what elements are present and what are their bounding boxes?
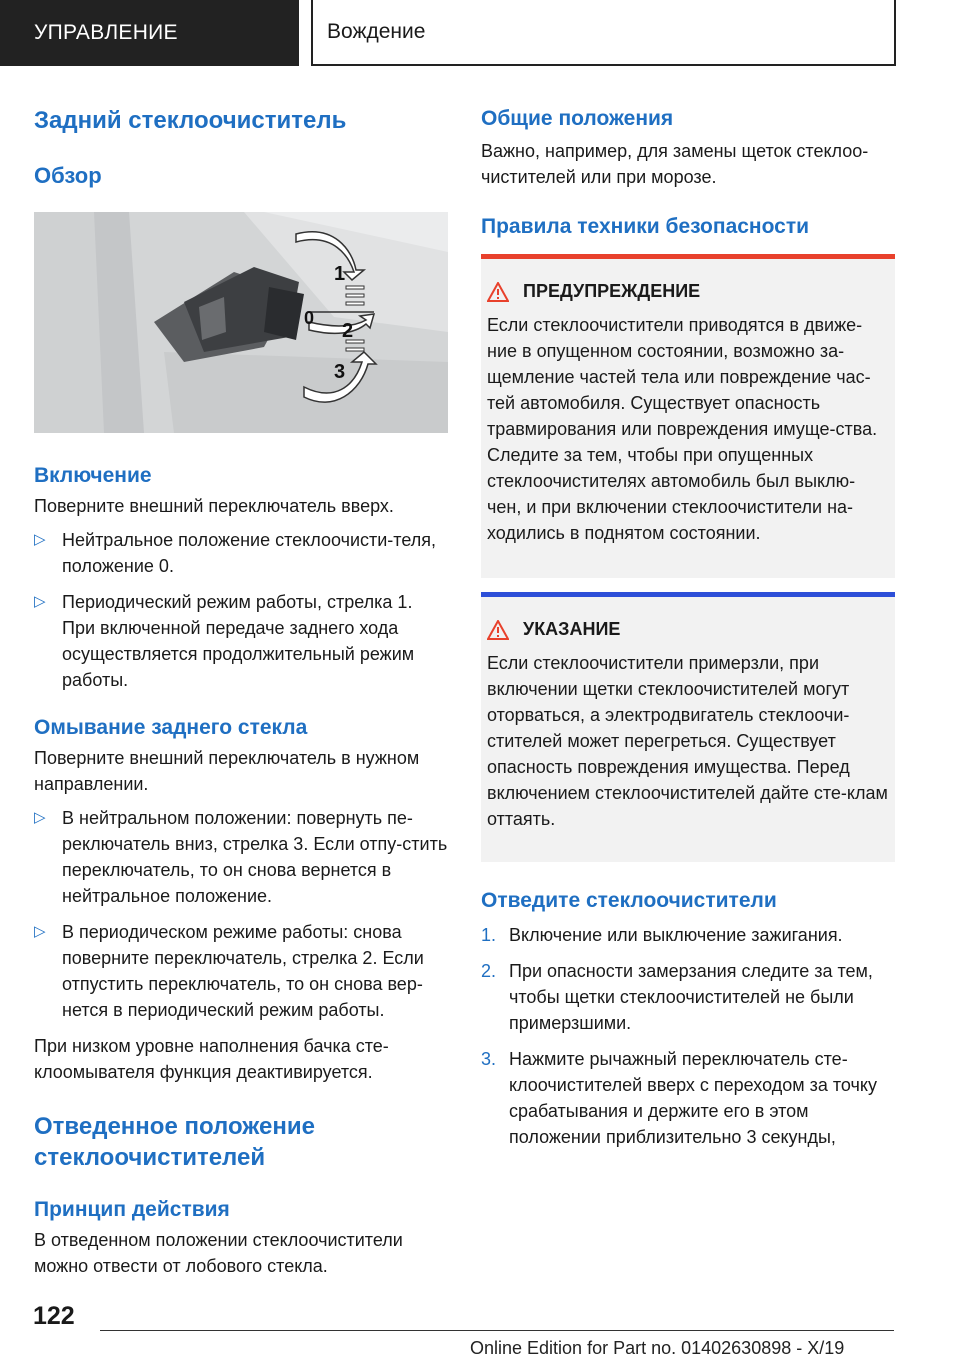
triangle-bullet-icon: ▷ — [34, 809, 46, 826]
notice-box — [481, 592, 895, 862]
general-heading: Общие положения — [481, 107, 674, 130]
safety-heading: Правила техники безопасности — [481, 215, 810, 238]
list-item — [34, 919, 448, 1023]
list-item — [34, 527, 448, 579]
arrow-label-1: 1 — [334, 263, 346, 285]
enable-text: Поверните внешний переключатель вверх. — [34, 496, 394, 516]
enable-list — [34, 527, 448, 693]
step-text: Включение или выключение зажигания. — [509, 925, 843, 945]
wash-list — [34, 805, 448, 1023]
wash-text: Поверните внешний переключатель в нужном направлении. — [34, 748, 420, 794]
wiper-switch-figure — [34, 212, 448, 433]
list-item — [34, 589, 448, 693]
warning-triangle-icon — [487, 282, 509, 302]
retract-section-heading: Отведенное положение стеклоочистителей — [34, 1113, 315, 1171]
wash-heading: Омывание заднего стекла — [34, 716, 308, 739]
list-item-text: Периодический режим работы, стрелка 1. При включенной передаче заднего хода осуществляется продолжительный режим работы. — [62, 592, 415, 690]
wiper-switch-illustration — [34, 212, 448, 433]
chapter-title: Вождение — [327, 20, 426, 43]
enable-heading: Включение — [34, 464, 152, 487]
step-number: 2. — [481, 961, 497, 981]
step-number: 1. — [481, 925, 497, 945]
notice-title — [487, 619, 895, 640]
warning-title — [487, 281, 895, 302]
left-column — [34, 100, 448, 1279]
arrow-label-3: 3 — [334, 361, 346, 383]
list-item-text: Нейтральное положение стеклоочисти-теля, положение 0. — [62, 530, 437, 576]
step-text: Нажмите рычажный переключатель сте-клоочистителей вверх с переходом за точку срабатывания и держите его в этом положении приблизительно 3 секунды, — [509, 1049, 877, 1147]
general-text: Важно, например, для замены щеток стеклоо-чистителей или при морозе. — [481, 141, 869, 187]
triangle-bullet-icon: ▷ — [34, 593, 46, 610]
step-number: 3. — [481, 1049, 497, 1069]
retract-wipers-heading: Отведите стеклоочистители — [481, 889, 777, 912]
principle-heading: Принцип действия — [34, 1198, 230, 1221]
step-item — [481, 958, 895, 1036]
page-title: Задний стеклоочиститель — [34, 107, 347, 134]
page-number: 122 — [33, 1302, 75, 1330]
right-column — [481, 100, 895, 1150]
footer-divider — [100, 1330, 894, 1331]
step-item — [481, 922, 895, 948]
arrow-label-2: 2 — [342, 320, 354, 342]
notice-triangle-icon — [487, 620, 509, 640]
warning-box — [481, 254, 895, 578]
notice-text: Если стеклоочистители примерзли, при включении щетки стеклоочистителей могут оторваться, а электродвигатель стеклоочи-стителей может перегреться. Существует опасность повреждения имущества. Перед включением стеклоочистителей дайте сте-клам оттаять. — [487, 653, 888, 829]
warning-title-text: ПРЕДУПРЕЖДЕНИЕ — [523, 281, 701, 301]
steps-list — [481, 922, 895, 1150]
list-item-text: В периодическом режиме работы: снова поверните переключатель, стрелка 2. Если отпустить переключатель, то он снова вер-нется в периодический режим работы. — [62, 922, 424, 1020]
chapter-tab — [311, 0, 896, 66]
principle-text: В отведенном положении стеклоочистители можно отвести от лобового стекла. — [34, 1230, 403, 1276]
position-label-0: 0 — [304, 308, 315, 328]
step-text: При опасности замерзания следите за тем, чтобы щетки стеклоочистителей не были примерзшими. — [509, 961, 873, 1033]
footer-edition: Online Edition for Part no. 01402630898 - X/19 — [470, 1338, 845, 1358]
low-level-text: При низком уровне наполнения бачка сте-клоомывателя функция деактивируется. — [34, 1036, 389, 1082]
list-item-text: В нейтральном положении: повернуть пе-реключатель вниз, стрелка 3. Если отпу-стить переключатель, то он снова вернется в нейтральное положение. — [62, 808, 448, 906]
triangle-bullet-icon: ▷ — [34, 531, 46, 548]
triangle-bullet-icon: ▷ — [34, 923, 46, 940]
notice-title-text: УКАЗАНИЕ — [523, 619, 621, 639]
warning-text: Если стеклоочистители приводятся в движе-ние в опущенном состоянии, возможно за-щемление частей тела или повреждение час-тей автомобиля. Существует опасность травмирования или повреждения имуще-ства. Следите за тем, чтобы при опущенных стеклоочистителях автомобиль был выклю-чен, и при включении стеклоочистители на-ходились в поднятом состоянии. — [487, 315, 878, 543]
list-item — [34, 805, 448, 909]
overview-heading: Обзор — [34, 163, 102, 188]
step-item — [481, 1046, 895, 1150]
section-tab: УПРАВЛЕНИЕ — [0, 0, 299, 66]
